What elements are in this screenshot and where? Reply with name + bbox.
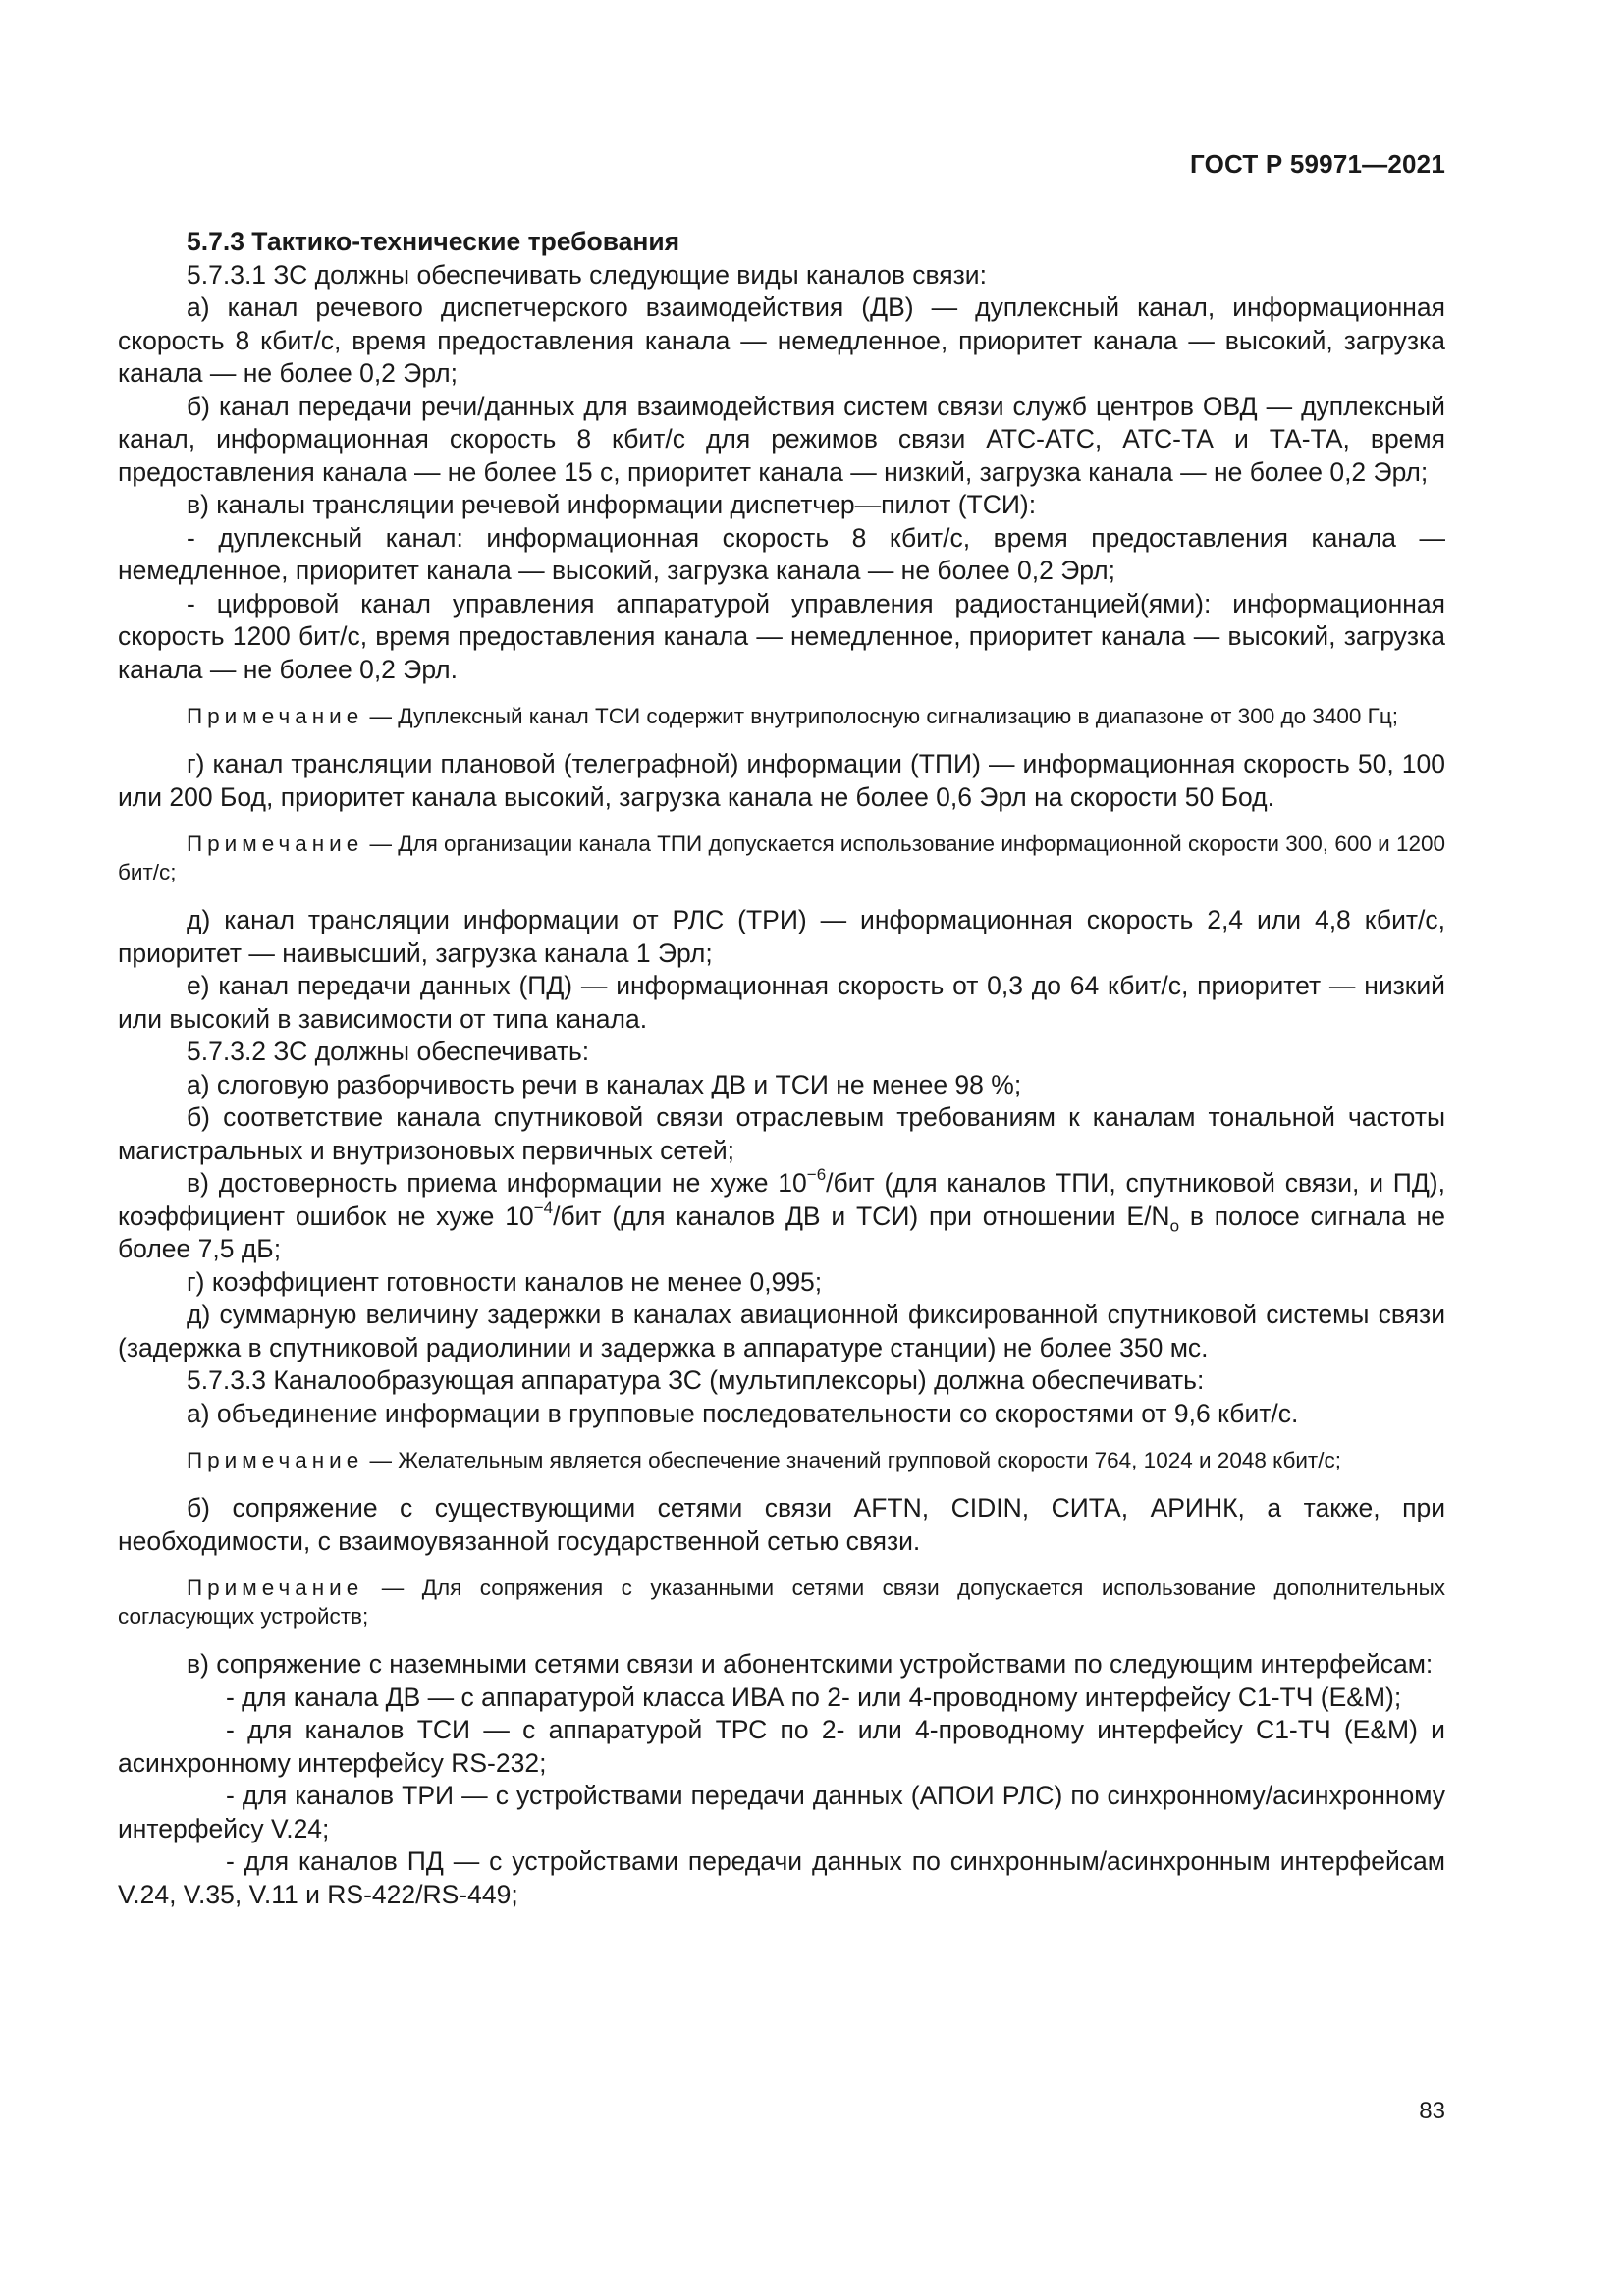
paragraph-5732: 5.7.3.2 ЗС должны обеспечивать: (187, 1037, 590, 1066)
exponent-1: −6 (806, 1165, 827, 1185)
note-label: Примечание (187, 1575, 364, 1600)
paragraph-v-item2: - цифровой канал управления аппаратурой управления радиостанцией(ями): информационная скорость 1200 бит/с, время предоставления канала — немедленное, приоритет канала — высокий, загрузка канала — не более 0,2 Эрл. (118, 588, 1445, 684)
paragraph-3a: а) объединение информации в групповые последовательности со скоростями от 9,6 кбит/с. (187, 1398, 1299, 1428)
note-2 (118, 829, 1445, 886)
note-1 (118, 702, 1445, 730)
paragraph-2g: г) коэффициент готовности каналов не менее 0,995; (187, 1266, 823, 1297)
note-4-text: — Для сопряжения с указанными сетями связи допускается использование дополнительных согласующих устройств; (118, 1575, 1445, 1629)
note-label: Примечание (187, 831, 364, 856)
paragraph-5731: 5.7.3.1 ЗС должны обеспечивать следующие виды каналов связи: (187, 259, 987, 290)
paragraph-a: а) канал речевого диспетчерского взаимодействия (ДВ) — дуплексный канал, информационная скорость 8 кбит/с, время предоставления канала — немедленное, приоритет канала — высокий, загрузка канала — не более 0,2 Эрл; (118, 293, 1445, 388)
p2v-part1: в) достоверность приема информации не хуже 10 (187, 1168, 807, 1198)
section-heading: 5.7.3 Тактико-технические требования (187, 227, 680, 256)
note-1-text: — Дуплексный канал ТСИ содержит внутриполосную сигнализацию в диапазоне от 300 до 3400 Гц; (363, 704, 1398, 728)
paragraph-2a: а) слоговую разборчивость речи в каналах ДВ и ТСИ не менее 98 %; (187, 1069, 1022, 1099)
paragraph-d: д) канал трансляции информации от РЛС (ТРИ) — информационная скорость 2,4 или 4,8 кбит/с, приоритет — наивысший, загрузка канала 1 Эрл; (118, 905, 1445, 968)
note-2-text: — Для организации канала ТПИ допускается использование информационной скорости 300, 600 и 1200 бит/с; (118, 831, 1445, 884)
paragraph-v: в) каналы трансляции речевой информации диспетчер—пилот (ТСИ): (187, 490, 1037, 519)
paragraph-3v-item3: - для каналов ТРИ — с устройствами передачи данных (АПОИ РЛС) по синхронному/асинхронному интерфейсу V.24; (118, 1781, 1445, 1843)
paragraph-3b: б) сопряжение с существующими сетями связи AFTN, CIDIN, СИТА, АРИНК, а также, при необходимости, с взаимоувязанной государственной сетью связи. (118, 1493, 1445, 1556)
note-label: Примечание (187, 1448, 364, 1472)
paragraph-v-item1: - дуплексный канал: информационная скорость 8 кбит/с, время предоставления канала — немедленное, приоритет канала — высокий, загрузка канала — не более 0,2 Эрл; (118, 522, 1445, 585)
paragraph-3v-item1: - для канала ДВ — с аппаратурой класса ИВА по 2- или 4-проводному интерфейсу С1-ТЧ (E&M); (226, 1682, 1402, 1712)
p2v-part4: в полосе сигнала не более 7,5 дБ; (118, 1201, 1446, 1263)
paragraph-2d: д) суммарную величину задержки в каналах авиационной фиксированной спутниковой системы связи (задержка в спутниковой радиолинии и задержка в аппаратуре станции) не более 350 мс. (118, 1300, 1445, 1362)
page-number: 83 (1419, 2098, 1445, 2124)
note-label: Примечание (187, 704, 364, 728)
exponent-2: −4 (533, 1198, 554, 1217)
paragraph-3v: в) сопряжение с наземными сетями связи и абонентскими устройствами по следующим интерфейсам: (187, 1649, 1434, 1679)
paragraph-b: б) канал передачи речи/данных для взаимодействия систем связи служб центров ОВД — дуплексный канал, информационная скорость 8 кбит/с для режимов связи АТС-АТС, АТС-ТА и ТА-ТА, время предоставления канала — не более 15 с, приоритет канала — низкий, загрузка канала — не более 0,2 Эрл; (118, 391, 1445, 487)
paragraph-e: е) канал передачи данных (ПД) — информационная скорость от 0,3 до 64 кбит/с, приоритет — низкий или высокий в зависимости от типа канала. (118, 971, 1445, 1034)
note-3-text: — Желательным является обеспечение значений групповой скорости 764, 1024 и 2048 кбит/с; (363, 1448, 1341, 1472)
note-4 (118, 1574, 1445, 1630)
subscript-o: o (1169, 1215, 1180, 1235)
standard-header: ГОСТ Р 59971—2021 (1190, 149, 1445, 179)
document-body (118, 226, 1445, 1911)
p2v-part2: /бит (для каналов ТПИ, спутниковой связи, и ПД), коэффициент ошибок не хуже 10 (118, 1168, 1445, 1231)
paragraph-2b: б) соответствие канала спутниковой связи отраслевым требованиям к каналам тональной частоты магистральных и внутризоновых первичных сетей; (118, 1102, 1445, 1165)
paragraph-2v (118, 1167, 1445, 1266)
paragraph-3v-item2: - для каналов ТСИ — с аппаратурой ТРС по 2- или 4-проводному интерфейсу С1-ТЧ (E&M) и асинхронному интерфейсу RS-232; (118, 1715, 1445, 1778)
paragraph-5733: 5.7.3.3 Каналообразующая аппаратура ЗС (мультиплексоры) должна обеспечивать: (187, 1365, 1205, 1395)
paragraph-3v-item4: - для каналов ПД — с устройствами передачи данных по синхронным/асинхронным интерфейсам V.24, V.35, V.11 и RS-422/RS-449; (118, 1846, 1445, 1909)
p2v-part3: /бит (для каналов ДВ и ТСИ) при отношении E/N (553, 1201, 1170, 1231)
paragraph-g: г) канал трансляции плановой (телеграфной) информации (ТПИ) — информационная скорость 50, 100 или 200 Бод, приоритет канала высокий, загрузка канала не более 0,6 Эрл на скорости 50 Бод. (118, 749, 1445, 812)
note-3 (118, 1446, 1445, 1474)
